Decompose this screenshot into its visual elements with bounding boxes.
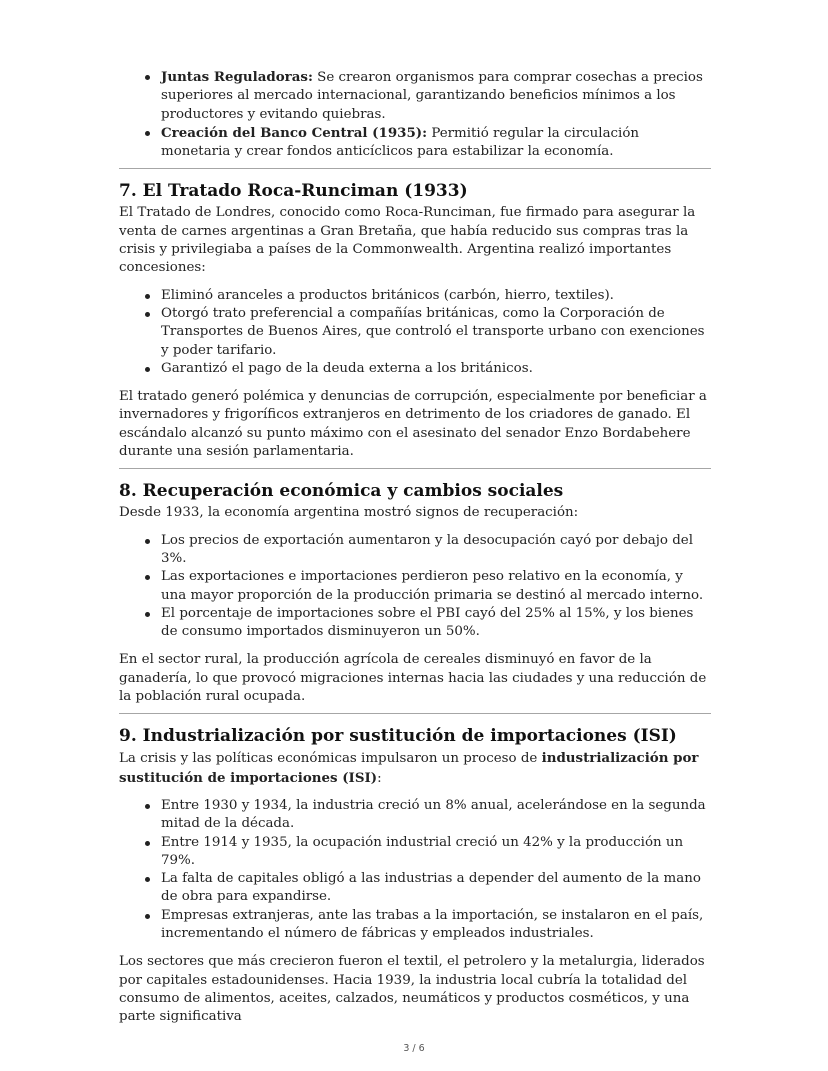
page-indicator: 3 / 6 — [403, 1043, 425, 1054]
list-item: Empresas extranjeras, ante las trabas a la importación, se instalaron en el país, incrementando el número de fábricas y empleados industriales. — [161, 907, 711, 944]
section-7-list — [119, 287, 711, 378]
list-item: Eliminó aranceles a productos británicos (carbón, hierro, textiles). — [161, 287, 711, 305]
section-9-title: 9. Industrialización por sustitución de importaciones (ISI) — [119, 726, 677, 747]
list-item: Los precios de exportación aumentaron y la desocupación cayó por debajo del 3%. — [161, 532, 711, 569]
list-item: El porcentaje de importaciones sobre el PBI cayó del 25% al 15%, y los bienes de consumo importados disminuyeron un 50%. — [161, 605, 711, 642]
list-item: Entre 1914 y 1935, la ocupación industrial creció un 42% y la producción un 79%. — [161, 834, 711, 871]
bullet-list-top — [119, 68, 711, 161]
section-8-list — [119, 532, 711, 642]
section-divider — [119, 713, 711, 714]
section-8-closing: En el sector rural, la producción agrícola de cereales disminuyó en favor de la ganadería, lo que provocó migraciones internas hacia las ciudades y una reducción de la población rural ocupada. — [119, 652, 707, 705]
section-7-title: 7. El Tratado Roca-Runciman (1933) — [119, 181, 468, 202]
section-7-intro: El Tratado de Londres, conocido como Roca-Runciman, fue firmado para asegurar la venta de carnes argentinas a Gran Bretaña, que había reducido sus compras tras la crisis y privilegiaba a países de la Commonwealth. Argentina realizó importantes concesiones: — [119, 205, 696, 276]
section-9-intro — [119, 749, 711, 788]
section-8-title: 8. Recuperación económica y cambios sociales — [119, 481, 564, 502]
section-divider — [119, 168, 711, 169]
list-item-text: Se crearon organismos para comprar cosechas a precios superiores al mercado internacional, garantizando beneficios mínimos a los productores y evitando quiebras. — [161, 70, 703, 122]
section-7-closing: El tratado generó polémica y denuncias de corrupción, especialmente por beneficiar a invernadores y frigoríficos extranjeros en detrimento de los criadores de ganado. El escándalo alcanzó su punto máximo con el asesinato del senador Enzo Bordabehere durante una sesión parlamentaria. — [119, 389, 707, 460]
section-8-intro: Desde 1933, la economía argentina mostró signos de recuperación: — [119, 505, 579, 521]
page-content — [119, 68, 711, 1026]
list-item: Otorgó trato preferencial a compañías británicas, como la Corporación de Transportes de Buenos Aires, que controló el transporte urbano con exenciones y poder tarifario. — [161, 305, 711, 360]
list-item-text: Permitió regular la circulación monetaria y crear fondos anticíclicos para estabilizar la economía. — [161, 125, 640, 160]
intro-bold-term: industrialización por sustitución de importaciones (ISI) — [119, 750, 699, 786]
intro-text-end: : — [377, 770, 382, 786]
list-item: Entre 1930 y 1934, la industria creció un 8% anual, acelerándose en la segunda mitad de la década. — [161, 797, 711, 834]
list-item-bold: Creación del Banco Central (1935): — [161, 124, 428, 141]
section-9-closing: Los sectores que más crecieron fueron el textil, el petrolero y la metalurgia, liderados por capitales estadounidenses. Hacia 1939, la industria local cubría la totalidad del consumo de alimentos, aceites, calzados, neumáticos y productos cosméticos, y una parte significativa — [119, 954, 705, 1025]
list-item — [161, 68, 711, 124]
section-divider — [119, 468, 711, 469]
list-item — [161, 124, 711, 162]
list-item: La falta de capitales obligó a las industrias a depender del aumento de la mano de obra para expandirse. — [161, 870, 711, 907]
list-item-bold: Juntas Reguladoras: — [161, 69, 313, 85]
list-item: Las exportaciones e importaciones perdieron peso relativo en la economía, y una mayor proporción de la producción primaria se destinó al mercado interno. — [161, 568, 711, 605]
intro-text: La crisis y las políticas económicas impulsaron un proceso de — [119, 751, 542, 767]
list-item: Garantizó el pago de la deuda externa a los británicos. — [161, 360, 711, 378]
section-9-list — [119, 797, 711, 943]
